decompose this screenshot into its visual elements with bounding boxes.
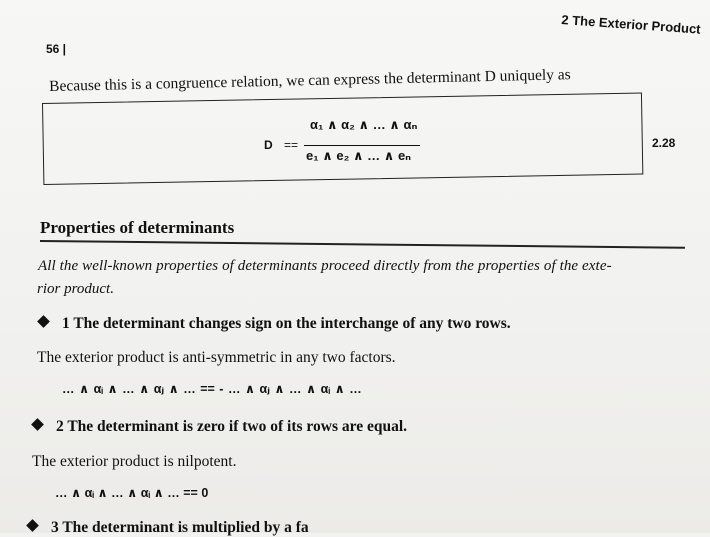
property-2-formula: … ∧ αᵢ ∧ … ∧ αᵢ ∧ … == 0 bbox=[55, 486, 209, 500]
fraction-bar bbox=[304, 145, 420, 146]
formula-numerator: α₁ ∧ α₂ ∧ … ∧ αₙ bbox=[310, 117, 418, 132]
section-lead: All the well-known properties of determinants proceed directly from the properties of the exte- bbox=[38, 258, 612, 274]
formula-denominator: e₁ ∧ e₂ ∧ … ∧ eₙ bbox=[306, 148, 412, 163]
property-2-heading: 2 The determinant is zero if two of its rows are equal. bbox=[33, 418, 407, 436]
bullet-diamond-icon bbox=[31, 418, 44, 431]
equation-number: 2.28 bbox=[652, 136, 676, 150]
property-2-text: The exterior product is nilpotent. bbox=[32, 453, 237, 470]
section-title: Properties of determinants bbox=[40, 218, 235, 237]
bullet-diamond-icon bbox=[37, 315, 50, 328]
formula-box bbox=[42, 93, 643, 185]
chapter-running-head: 2 The Exterior Product bbox=[560, 12, 702, 37]
formula-lhs: D bbox=[264, 138, 273, 152]
property-1-text: The exterior product is anti-symmetric in any two factors. bbox=[37, 349, 396, 366]
intro-text: Because this is a congruence relation, we can express the determinant D uniquely as bbox=[49, 66, 571, 95]
property-3-heading: 3 The determinant is multiplied by a fa bbox=[28, 519, 309, 537]
property-1-heading: 1 The determinant changes sign on the interchange of any two rows. bbox=[39, 315, 511, 333]
section-lead-continued: rior product. bbox=[37, 281, 114, 297]
page-number: 56 | bbox=[46, 42, 67, 56]
property-1-formula: … ∧ αᵢ ∧ … ∧ αⱼ ∧ … == - … ∧ αⱼ ∧ … ∧ αᵢ ∧ … bbox=[62, 382, 362, 396]
formula-equals: == bbox=[284, 138, 299, 152]
bullet-diamond-icon bbox=[26, 519, 39, 532]
section-rule bbox=[40, 240, 685, 248]
